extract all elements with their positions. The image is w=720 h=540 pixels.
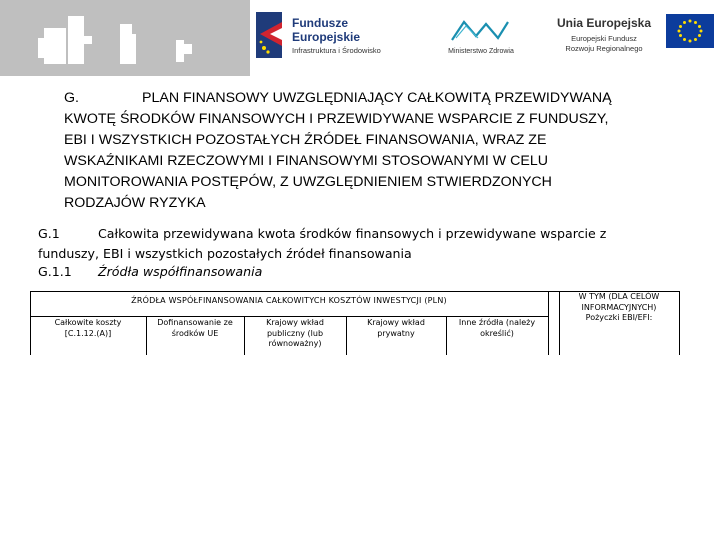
section-g1-code: G.1 [38,226,60,241]
heading-line-3: EBI I WSZYSTKICH POZOSTAŁYCH ŹRÓDEŁ FINANSOWANIA, WRAZ ZE [64,132,547,148]
heading-line-1: G. PLAN FINANSOWY UWZGLĘDNIAJĄCY CAŁKOWITĄ PRZEWIDYWANĄ [64,88,664,109]
table-header-total-cost: Całkowite koszty [C.1.12.(A)] [54,318,122,338]
ue-logo-line1: Unia Europejska [556,16,652,30]
fe-logo-line1: Fundusze [292,16,348,30]
ue-logo-line2: Europejski Fundusz [571,34,637,43]
table-group-header: ŹRÓDŁA WSPÓŁFINANSOWANIA CAŁKOWITYCH KOSZTÓW INWESTYCJI (PLN) [131,296,447,305]
table-header-ebi-loans: W TYM (DLA CELÓW INFORMACYJNYCH) Pożyczki EBI/EFI: [578,292,660,322]
table-header-other-sources: Inne źródła (należy określić) [458,318,536,338]
table-header-national-public: Krajowy wkład publiczny (lub równoważny) [266,318,324,348]
ue-logo-line3: Rozwoju Regionalnego [565,44,643,53]
section-g11-title: Źródła współfinansowania [98,264,263,279]
fe-logo-line2: Europejskie [292,30,361,44]
table-subheader-border [30,316,548,317]
table-header-national-private: Krajowy wkład prywatny [367,318,425,338]
table-right-border [679,291,680,355]
heading-line-2: KWOTĘ ŚRODKÓW FINANSOWYCH I PRZEWIDYWANE WSPARCIE Z FUNDUSZY, [64,111,609,127]
heading-line-4: WSKAŹNIKAMI RZECZOWYMI I FINANSOWYMI STOSOWANYMI W CELU [64,153,548,169]
table-header-eu-funding: Dofinansowanie ze środków UE [157,318,233,338]
section-g1-title-line2: funduszy, EBI i wszystkich pozostałych źródeł finansowania [38,246,412,261]
table-divider [548,291,549,355]
heading-code: G. [64,90,79,106]
mz-logo-label: Ministerstwo Zdrowia [448,48,514,55]
section-g11-code: G.1.1 [38,264,72,279]
fe-logo-line3: Infrastruktura i Środowisko [292,46,381,55]
heading-line-5: MONITOROWANIA POSTĘPÓW, Z UWZGLĘDNIENIEM STWIERDZONYCH [64,174,552,190]
heading-line-6: RODZAJÓW RYZYKA [64,195,206,211]
section-g1-title-line1: Całkowita przewidywana kwota środków finansowych i przewidywane wsparcie z [98,226,607,241]
